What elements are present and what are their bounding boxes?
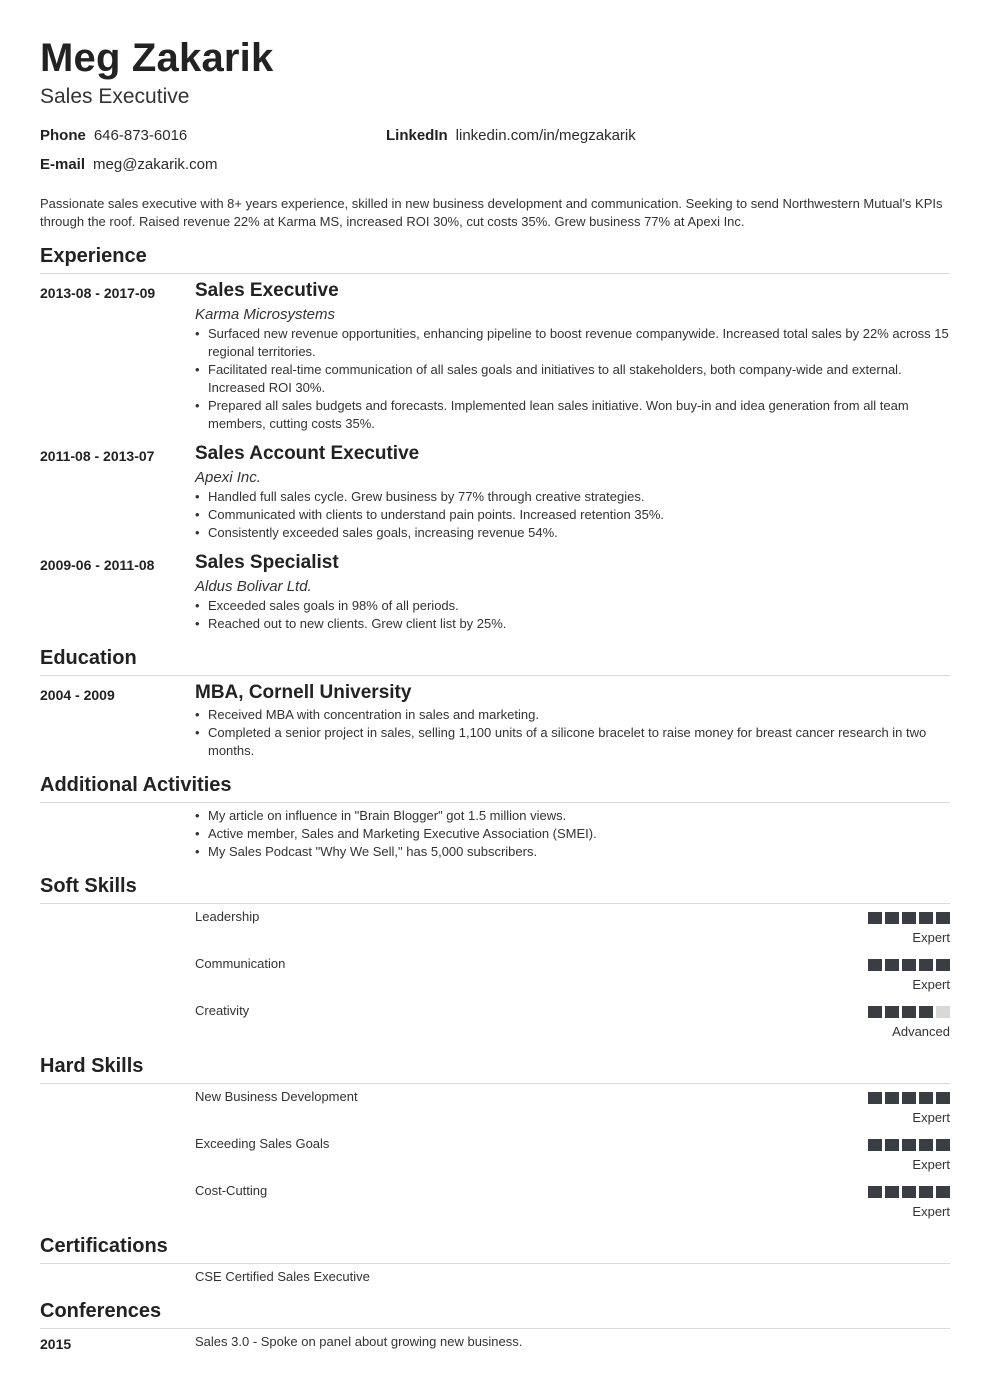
rating-square [919, 1186, 933, 1198]
linkedin-label: LinkedIn [386, 127, 448, 144]
job-title: Sales Executive [195, 280, 339, 301]
rating-square [902, 1092, 916, 1104]
skill-rating [866, 959, 950, 973]
rating-square [902, 1186, 916, 1198]
education-dates: 2004 - 2009 [40, 687, 115, 703]
job-company: Karma Microsystems [195, 306, 336, 323]
contact-linkedin [386, 127, 636, 145]
skill-rating [866, 1186, 950, 1200]
bullet-item: • Active member, Sales and Marketing Executive Association (SMEI). [195, 825, 950, 843]
section-activities [40, 774, 950, 803]
activities-list [195, 807, 950, 861]
skill-rating [866, 912, 950, 926]
conference-text: Sales 3.0 - Spoke on panel about growing new business. [195, 1334, 523, 1349]
job-company: Apexi Inc. [195, 469, 261, 486]
rating-square [936, 1186, 950, 1198]
rating-square [885, 1092, 899, 1104]
conference-year: 2015 [40, 1336, 72, 1352]
bullet-item: • Consistently exceeded sales goals, increasing revenue 54%. [195, 524, 950, 542]
section-heading: Certifications [40, 1235, 168, 1257]
email-value[interactable]: meg@zakarik.com [93, 156, 218, 173]
skill-level: Expert [912, 1110, 950, 1125]
skill-rating [866, 1092, 950, 1106]
section-heading: Conferences [40, 1300, 162, 1322]
skill-level: Expert [912, 977, 950, 992]
bullet-item: • Prepared all sales budgets and forecasts. Implemented lean sales initiative. Won buy-in and idea generation from all team members, cutting costs 35%. [195, 397, 950, 433]
job-dates: 2011-08 - 2013-07 [40, 448, 155, 464]
skill-level: Expert [912, 1204, 950, 1219]
bullet-item: • Completed a senior project in sales, selling 1,100 units of a silicone bracelet to raise money for breast cancer research in two months. [195, 724, 950, 760]
bullet-item: • My Sales Podcast "Why We Sell," has 5,000 subscribers. [195, 843, 950, 861]
bullet-item: • Received MBA with concentration in sales and marketing. [195, 706, 950, 724]
rating-square [936, 1139, 950, 1151]
job-dates: 2009-06 - 2011-08 [40, 557, 155, 573]
candidate-name: Meg Zakarik [40, 36, 274, 80]
email-label: E-mail [40, 156, 86, 173]
skill-rating [866, 1139, 950, 1153]
rating-square [936, 1092, 950, 1104]
skill-level: Expert [912, 930, 950, 945]
section-certifications [40, 1235, 950, 1264]
bullet-item: • Reached out to new clients. Grew client list by 25%. [195, 615, 950, 633]
section-heading: Additional Activities [40, 774, 232, 796]
job-bullets [195, 325, 950, 433]
bullet-item: • Handled full sales cycle. Grew business by 77% through creative strategies. [195, 488, 950, 506]
skill-rating [866, 1006, 950, 1020]
section-soft-skills [40, 875, 950, 904]
job-bullets [195, 488, 950, 542]
bullet-item: • My article on influence in "Brain Blogger" got 1.5 million views. [195, 807, 950, 825]
rating-square [885, 1139, 899, 1151]
rating-square [902, 912, 916, 924]
rating-square [868, 1006, 882, 1018]
section-hard-skills [40, 1055, 950, 1084]
rating-square [936, 912, 950, 924]
rating-square [868, 959, 882, 971]
skill-name: Creativity [195, 1003, 250, 1018]
phone-value[interactable]: 646-873-6016 [93, 127, 188, 144]
skill-name: Cost-Cutting [195, 1183, 268, 1198]
bullet-item: • Communicated with clients to understand pain points. Increased retention 35%. [195, 506, 950, 524]
skill-level: Expert [912, 1157, 950, 1172]
candidate-title: Sales Executive [40, 85, 190, 108]
linkedin-value[interactable]: linkedin.com/in/megzakarik [455, 127, 636, 144]
skill-name: Communication [195, 956, 286, 971]
rating-square [868, 912, 882, 924]
job-bullets [195, 597, 950, 633]
section-heading: Hard Skills [40, 1055, 144, 1077]
phone-label: Phone [40, 127, 86, 144]
skill-name: Leadership [195, 909, 260, 924]
rating-square [885, 912, 899, 924]
rating-square [919, 1006, 933, 1018]
rating-square [902, 959, 916, 971]
contact-email [40, 156, 217, 174]
rating-square [868, 1139, 882, 1151]
section-heading: Soft Skills [40, 875, 137, 897]
rating-square [885, 1186, 899, 1198]
job-dates: 2013-08 - 2017-09 [40, 285, 156, 301]
section-heading: Education [40, 647, 137, 669]
rating-square [919, 1092, 933, 1104]
skill-name: Exceeding Sales Goals [195, 1136, 330, 1151]
bullet-item: • Surfaced new revenue opportunities, enhancing pipeline to boost revenue companywide. Increased total sales by 22% across 15 regional territories. [195, 325, 950, 361]
rating-square [936, 1006, 950, 1018]
rating-square [902, 1139, 916, 1151]
rating-square [868, 1092, 882, 1104]
section-conferences [40, 1300, 950, 1329]
job-company: Aldus Bolivar Ltd. [195, 578, 312, 595]
section-experience [40, 245, 950, 274]
bullet-item: • Facilitated real-time communication of all sales goals and initiatives to all stakeholders, both company-wide and external. Increased ROI 30%. [195, 361, 950, 397]
rating-square [919, 959, 933, 971]
rating-square [902, 1006, 916, 1018]
section-education [40, 647, 950, 676]
skill-level: Advanced [892, 1024, 950, 1039]
job-title: Sales Account Executive [195, 443, 420, 464]
skill-name: New Business Development [195, 1089, 358, 1104]
contact-phone [40, 127, 187, 145]
certification-item: CSE Certified Sales Executive [195, 1269, 370, 1284]
rating-square [885, 1006, 899, 1018]
job-title: Sales Specialist [195, 552, 339, 573]
rating-square [936, 959, 950, 971]
summary-text: Passionate sales executive with 8+ years experience, skilled in new business development and communication. Seeking to send Northwestern Mutual's KPIs through the roof. Raised revenue 22% at Karma MS, increased ROI 30%, cut costs 35%. Grew business 77% at Apexi Inc. [40, 196, 943, 229]
section-heading: Experience [40, 245, 147, 267]
rating-square [885, 959, 899, 971]
rating-square [868, 1186, 882, 1198]
education-bullets [195, 706, 950, 760]
rating-square [919, 912, 933, 924]
bullet-item: • Exceeded sales goals in 98% of all periods. [195, 597, 950, 615]
rating-square [919, 1139, 933, 1151]
education-degree: MBA, Cornell University [195, 682, 412, 703]
